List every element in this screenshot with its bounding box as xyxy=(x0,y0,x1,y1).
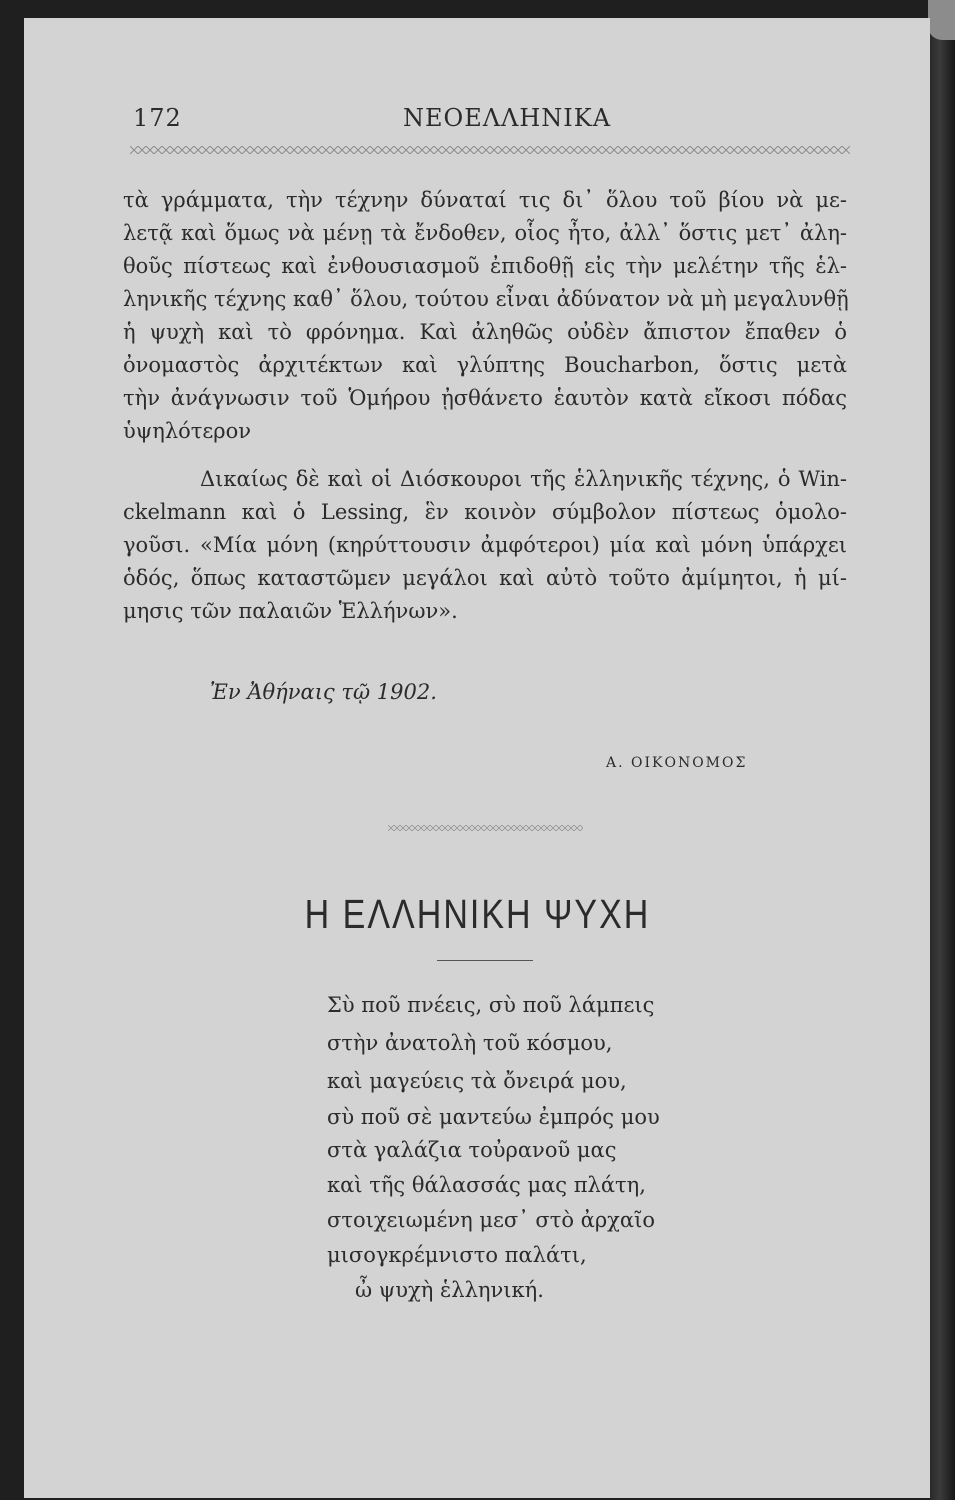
poem-line: στὴν ἀνατολὴ τοῦ κόσμου, xyxy=(327,1031,613,1055)
running-title: ΝΕΟΕΛΛΗΝΙΚΑ xyxy=(403,104,612,132)
poem-line: μισογκρέμνιστο παλάτι, xyxy=(327,1243,587,1267)
body-line: τὰ γράμματα, τὴν τέχνην δύναταί τις δι᾽ ὅλου τοῦ βίου νὰ με- xyxy=(123,188,847,212)
body-line: ὁδός, ὅπως καταστῶμεν μεγάλοι καὶ αὐτὸ τοῦτο ἀμίμητοι, ἡ μί- xyxy=(123,566,847,590)
body-line: λετᾷ καὶ ὅμως νὰ μένῃ τὰ ἔνδοθεν, οἷος ἦτο, ἀλλ᾽ ὅστις μετ᾽ ἀλη- xyxy=(123,221,847,245)
poem-line: ὦ ψυχὴ ἑλληνική. xyxy=(355,1278,544,1302)
poem-line: καὶ τῆς θάλασσάς μας πλάτη, xyxy=(327,1173,646,1197)
poem-line: καὶ μαγεύεις τὰ ὄνειρά μου, xyxy=(327,1069,627,1093)
poem-title: Η ΕΛΛΗΝΙΚΗ ΨΥΧΗ xyxy=(304,892,651,938)
author-signature: Α. ΟΙΚΟΝΟΜΟΣ xyxy=(606,755,748,771)
poem-line: στοιχειωμένη μεσ᾽ στὸ ἀρχαῖο xyxy=(327,1208,655,1232)
poem-line: Σὺ ποῦ πνέεις, σὺ ποῦ λάμπεις xyxy=(327,993,655,1017)
section-wavy-rule xyxy=(388,825,583,831)
body-line: ckelmann καὶ ὁ Lessing, ἓν κοινὸν σύμβολον πίστεως ὁμολο- xyxy=(123,500,847,524)
body-line: ὀνομαστὸς ἀρχιτέκτων καὶ γλύπτης Boucharbon, ὅστις μετὰ xyxy=(123,353,847,377)
book-spine xyxy=(930,0,955,1500)
body-line: ληνικῆς τέχνης καθ᾽ ὅλου, τούτου εἶναι ἀδύνατον νὰ μὴ μεγαλυνθῇ xyxy=(123,287,849,311)
header-wavy-rule xyxy=(130,146,850,154)
body-line: γοῦσι. «Μία μόνη (κηρύττουσιν ἀμφότεροι) μία καὶ μόνη ὑπάρχει xyxy=(123,533,847,557)
poem-line: σὺ ποῦ σὲ μαντεύω ἐμπρός μου xyxy=(327,1105,660,1129)
body-line: μησις τῶν παλαιῶν Ἑλλήνων». xyxy=(123,599,458,623)
body-line: Δικαίως δὲ καὶ οἱ Διόσκουροι τῆς ἑλληνικῆς τέχνης, ὁ Win- xyxy=(200,467,847,491)
body-line: ὑψηλότερον xyxy=(123,419,252,443)
page-number: 172 xyxy=(133,104,182,132)
title-underline xyxy=(437,960,533,961)
poem-line: στὰ γαλάζια τοὐρανοῦ μας xyxy=(327,1138,617,1162)
dateline: Ἐν Ἀθήναις τῷ 1902. xyxy=(210,680,437,704)
page-header xyxy=(133,104,847,138)
page-corner xyxy=(928,0,955,40)
body-line: τὴν ἀνάγνωσιν τοῦ Ὁμήρου ᾐσθάνετο ἑαυτὸν κατὰ εἴκοσι πόδας xyxy=(123,386,847,410)
body-line: θοῦς πίστεως καὶ ἐνθουσιασμοῦ ἐπιδοθῇ εἰς τὴν μελέτην τῆς ἑλ- xyxy=(123,254,847,278)
body-line: ἡ ψυχὴ καὶ τὸ φρόνημα. Καὶ ἀληθῶς οὐδὲν ἄπιστον ἔπαθεν ὁ xyxy=(123,320,847,344)
